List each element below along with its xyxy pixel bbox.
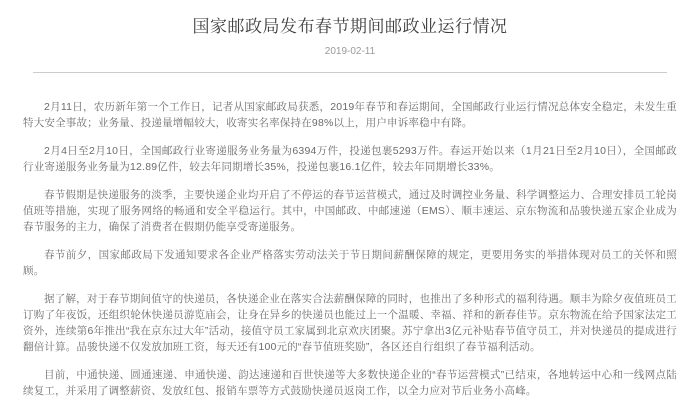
article-paragraph-4: 春节前夕，国家邮政局下发通知要求各企业严格落实劳动法关于节日期间薪酬保障的规定，更要用务实的举措体现对员工的关怀和照顾。 bbox=[23, 249, 677, 278]
publish-date: 2019-02-11 bbox=[324, 46, 376, 58]
article-paragraph-5: 据了解，对于春节期间值守的快递员，各快递企业在落实合法薪酬保障的同时，也推出了多种形式的福利待遇。顺丰为除夕夜值班员工订购了年夜饭，还组织轮休快递员游览庙会，让身在异乡的快递员也能过上一个温暖、幸福、祥和的新春佳节。京东物流在给予国家法定工资外，连续第6年推出“我在京东过大年”活动，接值守员工家属到北京欢庆团聚。苏宁拿出3亿元补贴春节值守员工，并对快递员的提成进行翻倍计算。品骏快递不仅发放加班工资，每天还有100元的“春节值班奖励”，各区还自行组织了春节福利活动。 bbox=[23, 293, 677, 354]
article-paragraph-6: 目前，中通快递、圆通速递、申通快递、韵达速递和百世快递等大多数快递企业的“春节运营模式”已结束，各地转运中心和一线网点陆续复工，并采用了调整薪资、发放红包、报销车票等方式鼓励快递员返岗工作，以全力应对节后业务小高峰。 bbox=[23, 369, 677, 398]
title-divider bbox=[33, 72, 667, 73]
article-paragraph-1: 2月11日，农历新年第一个工作日，记者从国家邮政局获悉，2019年春节和春运期间，全国邮政行业运行情况总体安全稳定，未发生重特大安全事故；业务量、投递量增幅较大，收寄实名率保持在98%以上，用户申诉率稳中有降。 bbox=[23, 101, 677, 130]
article-paragraph-3: 春节假期是快递服务的淡季，主要快递企业均开启了不停运的春节运营模式，通过及时调控业务量、科学调整运力、合理安排员工轮岗值班等措施，实现了服务网络的畅通和安全平稳运行。其中，中国邮政、中邮速递（EMS）、顺丰速运、京东物流和品骏快递五家企业成为春节服务的主力，确保了消费者在假期仍能享受寄递服务。 bbox=[23, 189, 677, 234]
article-body bbox=[23, 99, 677, 399]
article-paragraph-2: 2月4日至2月10日，全国邮政行业寄递服务业务量为6394万件，投递包裹5293万件。春运开始以来（1月21日至2月10日），全国邮政行业寄递服务业务量为12.89亿件，较去年同期增长35%，投递包裹16.1亿件，较去年同期增长33%。 bbox=[23, 145, 677, 174]
page-title: 国家邮政局发布春节期间邮政业运行情况 bbox=[192, 17, 508, 36]
